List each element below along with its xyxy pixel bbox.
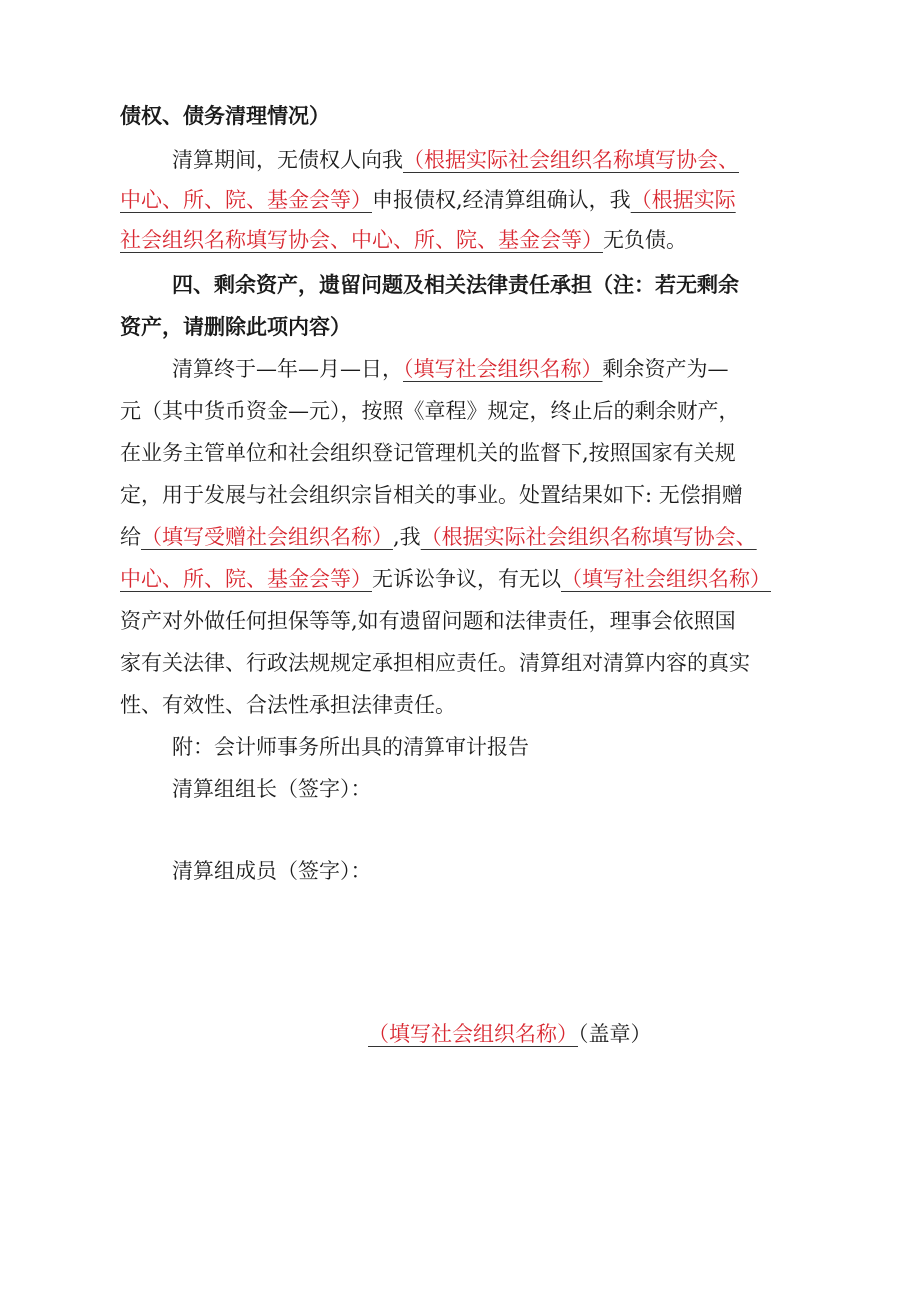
p3-text-c: 无负债。 <box>603 228 687 252</box>
section3-title-tail <box>0 102 920 130</box>
section3-title-text: 债权、债务清理情况） <box>120 104 330 128</box>
paragraph4-line5 <box>0 523 920 551</box>
p4-text-line8: 家有关法律、行政法规规定承担相应责任。清算组对清算内容的真实 <box>120 651 750 675</box>
paragraph4-line8 <box>0 649 920 677</box>
p4-text-line9: 性、有效性、合法性承担法律责任。 <box>120 693 456 717</box>
p4-text-line2: 元（其中货币资金—元），按照《章程》规定，终止后的剩余财产， <box>120 399 740 423</box>
p3-text-a: 清算期间，无债权人向我 <box>172 148 403 172</box>
section4-title-text-1: 四、剩余资产，遗留问题及相关法律责任承担（注：若无剩余 <box>172 273 739 297</box>
placeholder-org-type-1: （根据实际社会组织名称填写协会、 <box>403 148 739 172</box>
p4-text-we: ,我 <box>393 525 421 549</box>
leader-signature <box>0 775 920 803</box>
paragraph4-line6 <box>0 565 920 593</box>
p4-text-line4: 定，用于发展与社会组织宗旨相关的事业。处置结果如下: 无偿捐赠 <box>120 483 743 507</box>
paragraph4-line7 <box>0 607 920 635</box>
paragraph3-line3 <box>0 226 920 254</box>
leader-signature-label: 清算组组长（签字）： <box>172 777 372 801</box>
placeholder-org-type-2: （根据实际 <box>630 188 736 212</box>
placeholder-org-type-2-cont: 社会组织名称填写协会、中心、所、院、基金会等） <box>120 228 603 252</box>
p4-text-line7: 资产对外做任何担保等等,如有遗留问题和法律责任，理事会依照国 <box>120 609 736 633</box>
placeholder-org-name-2: （填写社会组织名称） <box>561 567 771 591</box>
section4-title-text-2: 资产，请删除此项内容） <box>120 315 351 339</box>
p4-text-give: 给 <box>120 525 141 549</box>
paragraph3-line1 <box>0 146 920 174</box>
placeholder-recipient-name: （填写受赠社会组织名称） <box>141 525 393 549</box>
section4-title-line2 <box>0 313 920 341</box>
paragraph4-line1 <box>0 355 920 383</box>
paragraph4-line4 <box>0 481 920 509</box>
placeholder-org-name-stamp: （填写社会组织名称） <box>368 1022 578 1046</box>
paragraph4-line3 <box>0 439 920 467</box>
attachment-text: 附：会计师事务所出具的清算审计报告 <box>172 735 529 759</box>
stamp-line <box>368 1020 652 1048</box>
placeholder-org-type-3-cont: 中心、所、院、基金会等） <box>120 567 372 591</box>
paragraph4-line2 <box>0 397 920 425</box>
p3-text-b: 申报债权,经清算组确认，我 <box>372 188 631 212</box>
members-signature <box>0 857 920 885</box>
p4-text-remaining: 剩余资产为— <box>602 357 729 381</box>
paragraph4-line9 <box>0 691 920 719</box>
paragraph3-line2 <box>0 186 920 214</box>
section4-title-line1 <box>0 271 920 299</box>
members-signature-label: 清算组成员（签字）： <box>172 859 372 883</box>
seal-label: （盖章） <box>578 1022 652 1046</box>
placeholder-org-type-1-cont: 中心、所、院、基金会等） <box>120 188 372 212</box>
placeholder-org-name-1: （填写社会组织名称） <box>403 357 603 381</box>
p4-text-date: 清算终于—年—月—日， <box>172 357 403 381</box>
p4-text-lawsuit: 无诉讼争议，有无以 <box>372 567 561 591</box>
p4-text-line3: 在业务主管单位和社会组织登记管理机关的监督下,按照国家有关规 <box>120 441 736 465</box>
attachment-note <box>0 733 920 761</box>
placeholder-org-type-3: （根据实际社会组织名称填写协会、 <box>420 525 757 549</box>
